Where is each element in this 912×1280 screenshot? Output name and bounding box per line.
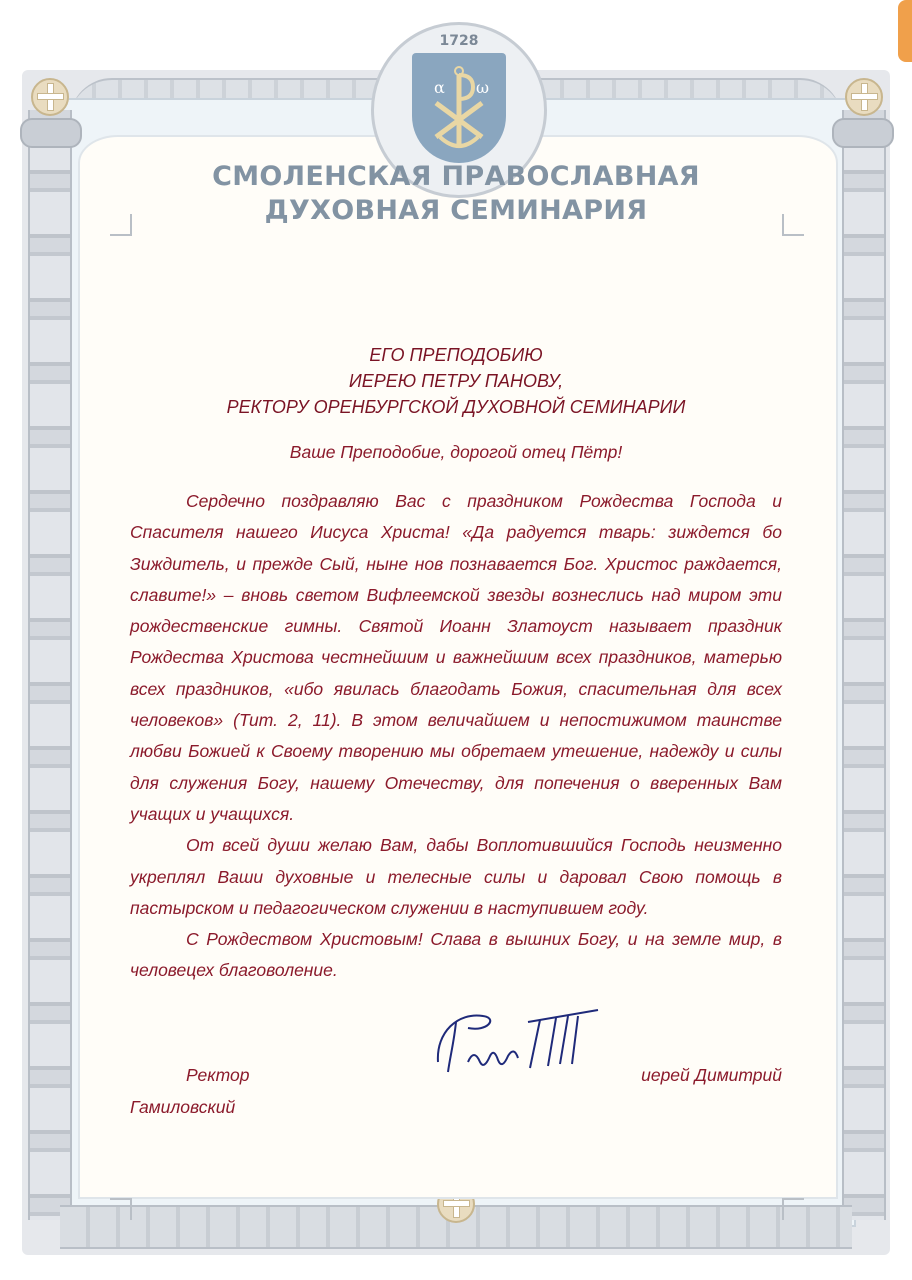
right-capital	[832, 118, 894, 148]
cross-icon	[845, 78, 883, 116]
body-paragraph: От всей души желаю Вам, дабы Воплотившийся Господь неизменно укреплял Ваши духовные и телесные силы и даровал Свою помощь в пастырском и педагогическом служении в наступившем году.	[130, 835, 782, 918]
corner-mark	[782, 1198, 804, 1220]
left-pillar	[28, 110, 72, 1220]
cross-icon	[31, 78, 69, 116]
body-paragraph: С Рождеством Христовым! Слава в вышних Богу, и на земле мир, в человецех благоволение.	[130, 929, 782, 981]
handwritten-signature	[428, 1002, 608, 1082]
letter-body	[130, 486, 782, 987]
scrollbar-handle[interactable]	[898, 0, 912, 62]
signature-name: иерей Димитрий	[641, 1065, 782, 1085]
signature-surname: Гамиловский	[130, 1097, 236, 1117]
addressee-line: ЕГО ПРЕПОДОБИЮ	[369, 345, 543, 365]
greeting: Ваше Преподобие, дорогой отец Пётр!	[289, 442, 623, 462]
seminary-title-line1: СМОЛЕНСКАЯ ПРАВОСЛАВНАЯ	[212, 161, 700, 192]
svg-text:α: α	[434, 78, 445, 97]
seal-year: 1728	[439, 33, 479, 49]
addressee-line: РЕКТОРУ ОРЕНБУРГСКОЙ ДУХОВНОЙ СЕМИНАРИИ	[226, 397, 686, 417]
shield-icon	[412, 53, 506, 163]
signature-title: Ректор	[186, 1065, 250, 1085]
corner-mark	[110, 214, 132, 236]
svg-text:ω: ω	[476, 78, 490, 97]
seminary-title	[130, 160, 782, 228]
addressee-line: ИЕРЕЮ ПЕТРУ ПАНОВУ,	[348, 371, 564, 391]
body-paragraph: Сердечно поздравляю Вас с праздником Рождества Господа и Спасителя нашего Иисуса Христа! «Да радуется тварь: зиждется бо Зиждитель, и прежде Сый, ныне нов познавается Бог. Христос раждается, славите!» – вновь светом Вифлеемской звезды вознеслись над миром эти рождественские гимны. Святой Иоанн Златоуст называет праздник Рождества Христова честнейшим и важнейшим всех праздников, матерью всех праздников, «ибо явилась благодать Божия, спасительная для всех человеков» (Тит. 2, 11). В этом величайшем и непостижимом таинстве любви Божией к Своему творению мы обретаем утешение, надежду и силы для служения Богу, нашему Отечеству, для попечения о вверенных Вам учащих и учащихся.	[130, 491, 782, 824]
corner-mark	[110, 1198, 132, 1220]
left-capital	[20, 118, 82, 148]
corner-mark	[782, 214, 804, 236]
addressee-block	[130, 342, 782, 420]
right-pillar	[842, 110, 886, 1220]
seminary-title-line2: ДУХОВНАЯ СЕМИНАРИЯ	[264, 195, 648, 226]
